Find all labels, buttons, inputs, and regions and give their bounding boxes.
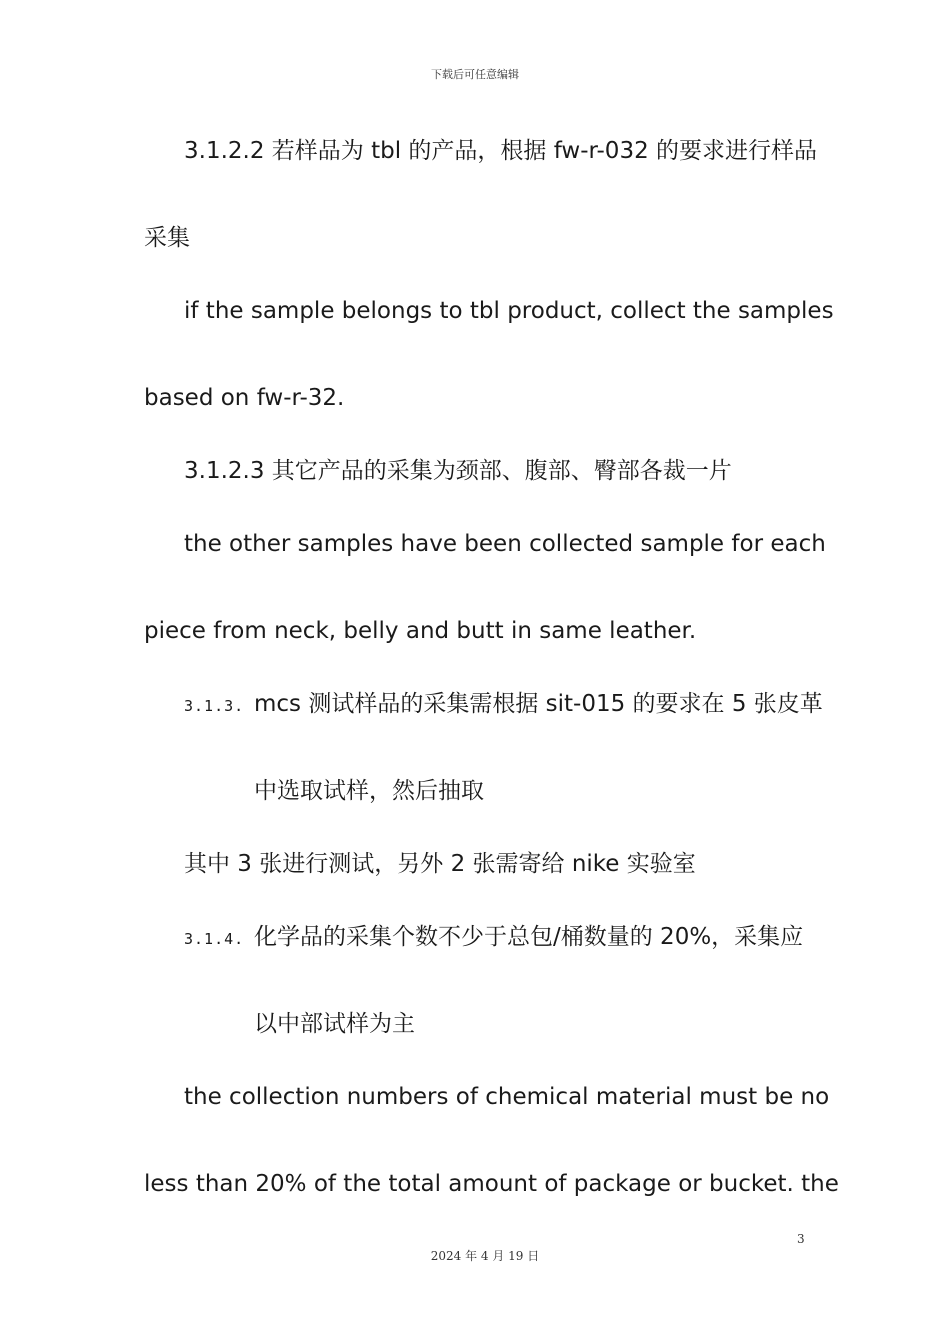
english-paragraph-1-line-1: if the sample belongs to tbl product, collect the samples <box>184 298 834 324</box>
list-item-3-1-3-text: mcs 测试样品的采集需根据 sit-015 的要求在 5 张皮革 <box>254 691 823 717</box>
list-number-3-1-3: 3.1.3. <box>184 697 245 715</box>
paragraph-3-1-2-2-line-2: 采集 <box>144 225 190 251</box>
english-paragraph-2-line-1: the other samples have been collected sample for each <box>184 531 826 557</box>
english-paragraph-2-line-2: piece from neck, belly and butt in same leather. <box>144 618 697 644</box>
paragraph-3-1-2-2-line-1: 3.1.2.2 若样品为 tbl 的产品，根据 fw-r-032 的要求进行样品 <box>184 138 818 164</box>
page-number: 3 <box>797 1232 805 1246</box>
paragraph-samples-sent: 其中 3 张进行测试，另外 2 张需寄给 nike 实验室 <box>184 851 696 877</box>
english-paragraph-3-line-1: the collection numbers of chemical material must be no <box>184 1084 830 1110</box>
list-number-3-1-4: 3.1.4. <box>184 930 245 948</box>
footer-date: 2024 年 4 月 19 日 <box>430 1249 540 1263</box>
list-item-3-1-4-text: 化学品的采集个数不少于总包/桶数量的 20%，采集应 <box>254 924 804 950</box>
paragraph-3-1-2-3: 3.1.2.3 其它产品的采集为颈部、腹部、臀部各裁一片 <box>184 458 732 484</box>
list-item-3-1-3-line-1 <box>184 689 823 721</box>
list-item-3-1-3-line-2: 中选取试样，然后抽取 <box>254 778 484 804</box>
list-item-3-1-4-line-2: 以中部试样为主 <box>254 1011 415 1037</box>
english-paragraph-1-line-2: based on fw-r-32. <box>144 385 345 411</box>
list-item-3-1-4-line-1 <box>184 922 803 954</box>
page-header: 下载后可任意编辑 <box>431 68 519 81</box>
english-paragraph-3-line-2: less than 20% of the total amount of package or bucket. the <box>144 1171 839 1197</box>
